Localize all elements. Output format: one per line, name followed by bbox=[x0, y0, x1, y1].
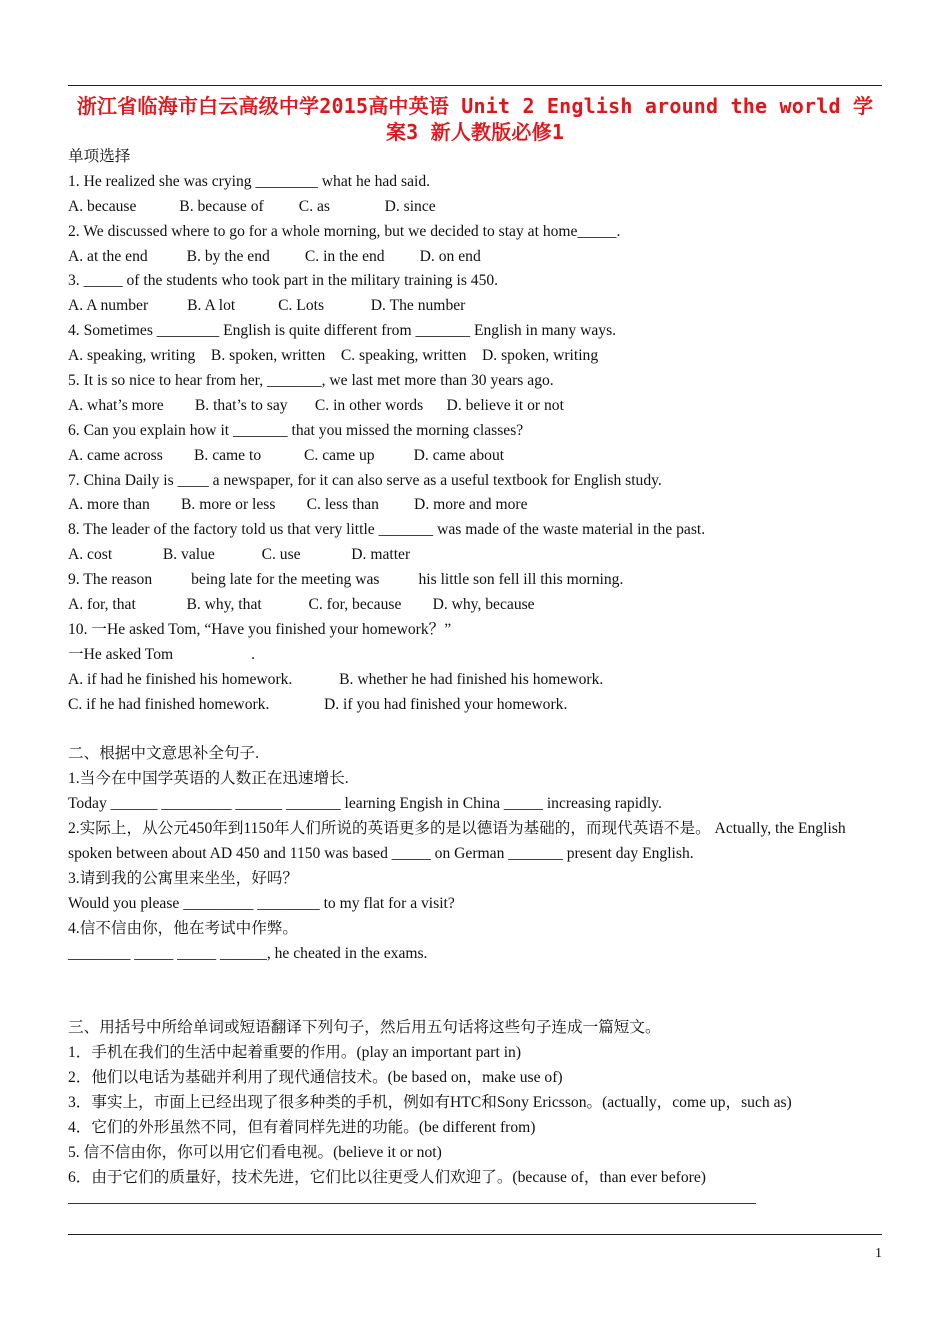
spacer bbox=[68, 717, 883, 742]
option-line: A. if had he finished his homework. B. whether he had finished his homework. bbox=[68, 670, 604, 688]
bottom-rule bbox=[68, 1234, 882, 1235]
question-line: 2. We discussed where to go for a whole morning, but we decided to stay at home_____. bbox=[68, 222, 621, 240]
option-line: A. because B. because of C. as D. since bbox=[68, 197, 436, 215]
question-line: 7. China Daily is ____ a newspaper, for it can also serve as a useful textbook for English study. bbox=[68, 471, 662, 489]
document-body bbox=[68, 145, 883, 1215]
section1-heading: 单项选择 bbox=[68, 148, 131, 165]
document-title bbox=[68, 93, 882, 145]
translation-item: 6．由于它们的质量好，技术先进，它们比以往更受人们欢迎了。(because of，than ever before) bbox=[68, 1168, 706, 1186]
question-line: 1. He realized she was crying ________ what he had said. bbox=[68, 172, 431, 190]
section3-items bbox=[68, 1041, 883, 1190]
section3-heading: 三、用括号中所给单词或短语翻译下列句子，然后用五句话将这些句子连成一篇短文。 bbox=[68, 1019, 661, 1037]
translation-item: 4．它们的外形虽然不同，但有着同样先进的功能。(be different from) bbox=[68, 1118, 536, 1136]
option-line: A. what’s more B. that’s to say C. in other words D. believe it or not bbox=[68, 396, 564, 414]
question-line: 3. _____ of the students who took part in the military training is 450. bbox=[68, 272, 499, 290]
page-number: 1 bbox=[875, 1246, 882, 1261]
option-line: A. speaking, writing B. spoken, written C. speaking, written D. spoken, writing bbox=[68, 347, 599, 365]
fill-blank-line: Today ______ _________ ______ _______ learning Engish in China _____ increasing rapidly. bbox=[68, 795, 662, 813]
spacer bbox=[68, 966, 883, 1016]
fill-blank-line: Would you please _________ ________ to my flat for a visit? bbox=[68, 894, 455, 912]
option-line: C. if he had finished homework. D. if you had finished your homework. bbox=[68, 695, 568, 713]
question-line: 9. The reason being late for the meeting was his little son fell ill this morning. bbox=[68, 571, 624, 589]
option-line: A. A number B. A lot C. Lots D. The number bbox=[68, 297, 466, 315]
title-line-1: 浙江省临海市白云高级中学2015高中英语 Unit 2 English around the world 学 bbox=[76, 94, 874, 118]
translation-item: 3．事实上，市面上已经出现了很多种类的手机，例如有HTC和Sony Ericsson。(actually，come up，such as) bbox=[68, 1093, 792, 1111]
fill-blank-line: ________ _____ _____ ______, he cheated in the exams. bbox=[68, 944, 428, 962]
section1-questions bbox=[68, 170, 883, 718]
question-line: 8. The leader of the factory told us that very little _______ was made of the waste material in the past. bbox=[68, 521, 706, 539]
question-line: 4. Sometimes ________ English is quite different from _______ English in many ways. bbox=[68, 322, 617, 340]
option-line: A. cost B. value C. use D. matter bbox=[68, 546, 411, 564]
fill-blank-paragraph: 2.实际上，从公元450年到1150年人们所说的英语更多的是以德语为基础的，而现代英语不是。 Actually, the English spoken between about AD 450 and 1150 was based _____ on German _______ present day English. bbox=[68, 820, 850, 862]
question-line: 5. It is so nice to hear from her, _______, we last met more than 30 years ago. bbox=[68, 372, 554, 390]
question-line: 一He asked Tom . bbox=[68, 645, 256, 663]
option-line: A. at the end B. by the end C. in the end D. on end bbox=[68, 247, 481, 265]
title-line-2: 案3 新人教版必修1 bbox=[385, 120, 565, 144]
option-line: A. for, that B. why, that C. for, because D. why, because bbox=[68, 596, 535, 614]
chinese-sentence: 3.请到我的公寓里来坐坐，好吗？ bbox=[68, 869, 299, 887]
question-line: 6. Can you explain how it _______ that you missed the morning classes? bbox=[68, 421, 524, 439]
chinese-sentence: 4.信不信由你，他在考试中作弊。 bbox=[68, 919, 299, 937]
chinese-sentence: 1.当今在中国学英语的人数正在迅速增长. bbox=[68, 770, 349, 788]
section2-items bbox=[68, 767, 883, 966]
option-line: A. came across B. came to C. came up D. came about bbox=[68, 446, 505, 464]
answer-line bbox=[68, 1190, 883, 1215]
translation-item: 2．他们以电话为基础并利用了现代通信技术。(be based on，make use of) bbox=[68, 1069, 563, 1086]
question-line: 10. 一He asked Tom, “Have you finished your homework？” bbox=[68, 620, 452, 638]
option-line: A. more than B. more or less C. less than D. more and more bbox=[68, 496, 528, 514]
top-rule bbox=[68, 85, 882, 86]
translation-item: 1．手机在我们的生活中起着重要的作用。(play an important part in) bbox=[68, 1044, 522, 1062]
translation-item: 5. 信不信由你，你可以用它们看电视。(believe it or not) bbox=[68, 1143, 442, 1161]
section2-heading: 二、根据中文意思补全句子. bbox=[68, 745, 260, 763]
